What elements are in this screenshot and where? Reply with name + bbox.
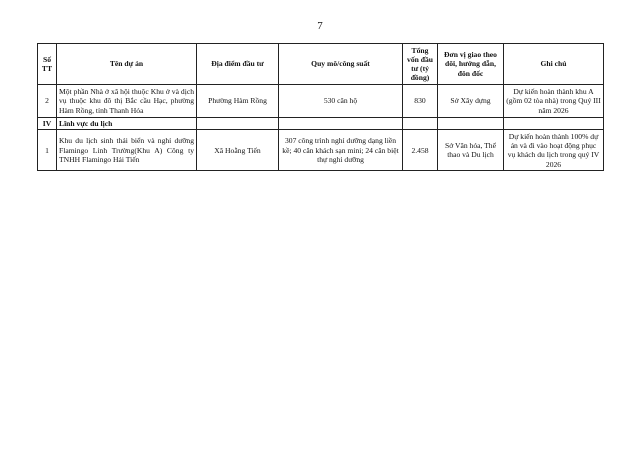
section-title: Lĩnh vực du lịch: [57, 118, 197, 130]
header-agency: Đơn vị giao theo dõi, hướng dẫn, đôn đốc: [438, 44, 504, 85]
row-scale: 530 căn hộ: [279, 85, 403, 118]
section-empty-cell: [403, 118, 438, 130]
page-number: 7: [317, 20, 323, 32]
row-capital: 2.458: [403, 130, 438, 171]
row-scale: 307 công trình nghỉ dưỡng dạng liền kề; 40 căn khách sạn mini; 24 căn biệt thự nghỉ dưỡng: [279, 130, 403, 171]
section-stt: IV: [38, 118, 57, 130]
table-row: [38, 130, 604, 171]
row-stt: 1: [38, 130, 57, 171]
row-location: Phường Hàm Rồng: [197, 85, 279, 118]
row-agency: Sở Xây dựng: [438, 85, 504, 118]
row-agency: Sở Văn hóa, Thể thao và Du lịch: [438, 130, 504, 171]
row-location: Xã Hoằng Tiến: [197, 130, 279, 171]
row-capital: 830: [403, 85, 438, 118]
table-header-row: [38, 44, 604, 85]
row-note: Dự kiến hoàn thành 100% dự án và đi vào hoạt động phục vụ khách du lịch trong quý IV 2026: [504, 130, 604, 171]
row-project-name: Một phần Nhà ở xã hội thuộc Khu ở và dịch vụ thuộc khu đô thị Bắc cầu Hạc, phường Hàm Rồng, tỉnh Thanh Hóa: [57, 85, 197, 118]
section-empty-cell: [279, 118, 403, 130]
section-row: [38, 118, 604, 130]
section-empty-cell: [504, 118, 604, 130]
header-scale: Quy mô/công suất: [279, 44, 403, 85]
project-table: [37, 43, 604, 171]
table-row: [38, 85, 604, 118]
header-location: Địa điểm đầu tư: [197, 44, 279, 85]
section-empty-cell: [438, 118, 504, 130]
row-note: Dự kiến hoàn thành khu A (gồm 02 tòa nhà) trong Quý III năm 2026: [504, 85, 604, 118]
row-project-name: Khu du lịch sinh thái biển và nghỉ dưỡng Flamingo Linh Trường(Khu A) Công ty TNHH Flamingo Hải Tiến: [57, 130, 197, 171]
header-project-name: Tên dự án: [57, 44, 197, 85]
header-capital: Tổng vốn đầu tư (tỷ đồng): [403, 44, 438, 85]
header-note: Ghi chú: [504, 44, 604, 85]
header-stt: Số TT: [38, 44, 57, 85]
row-stt: 2: [38, 85, 57, 118]
section-empty-cell: [197, 118, 279, 130]
